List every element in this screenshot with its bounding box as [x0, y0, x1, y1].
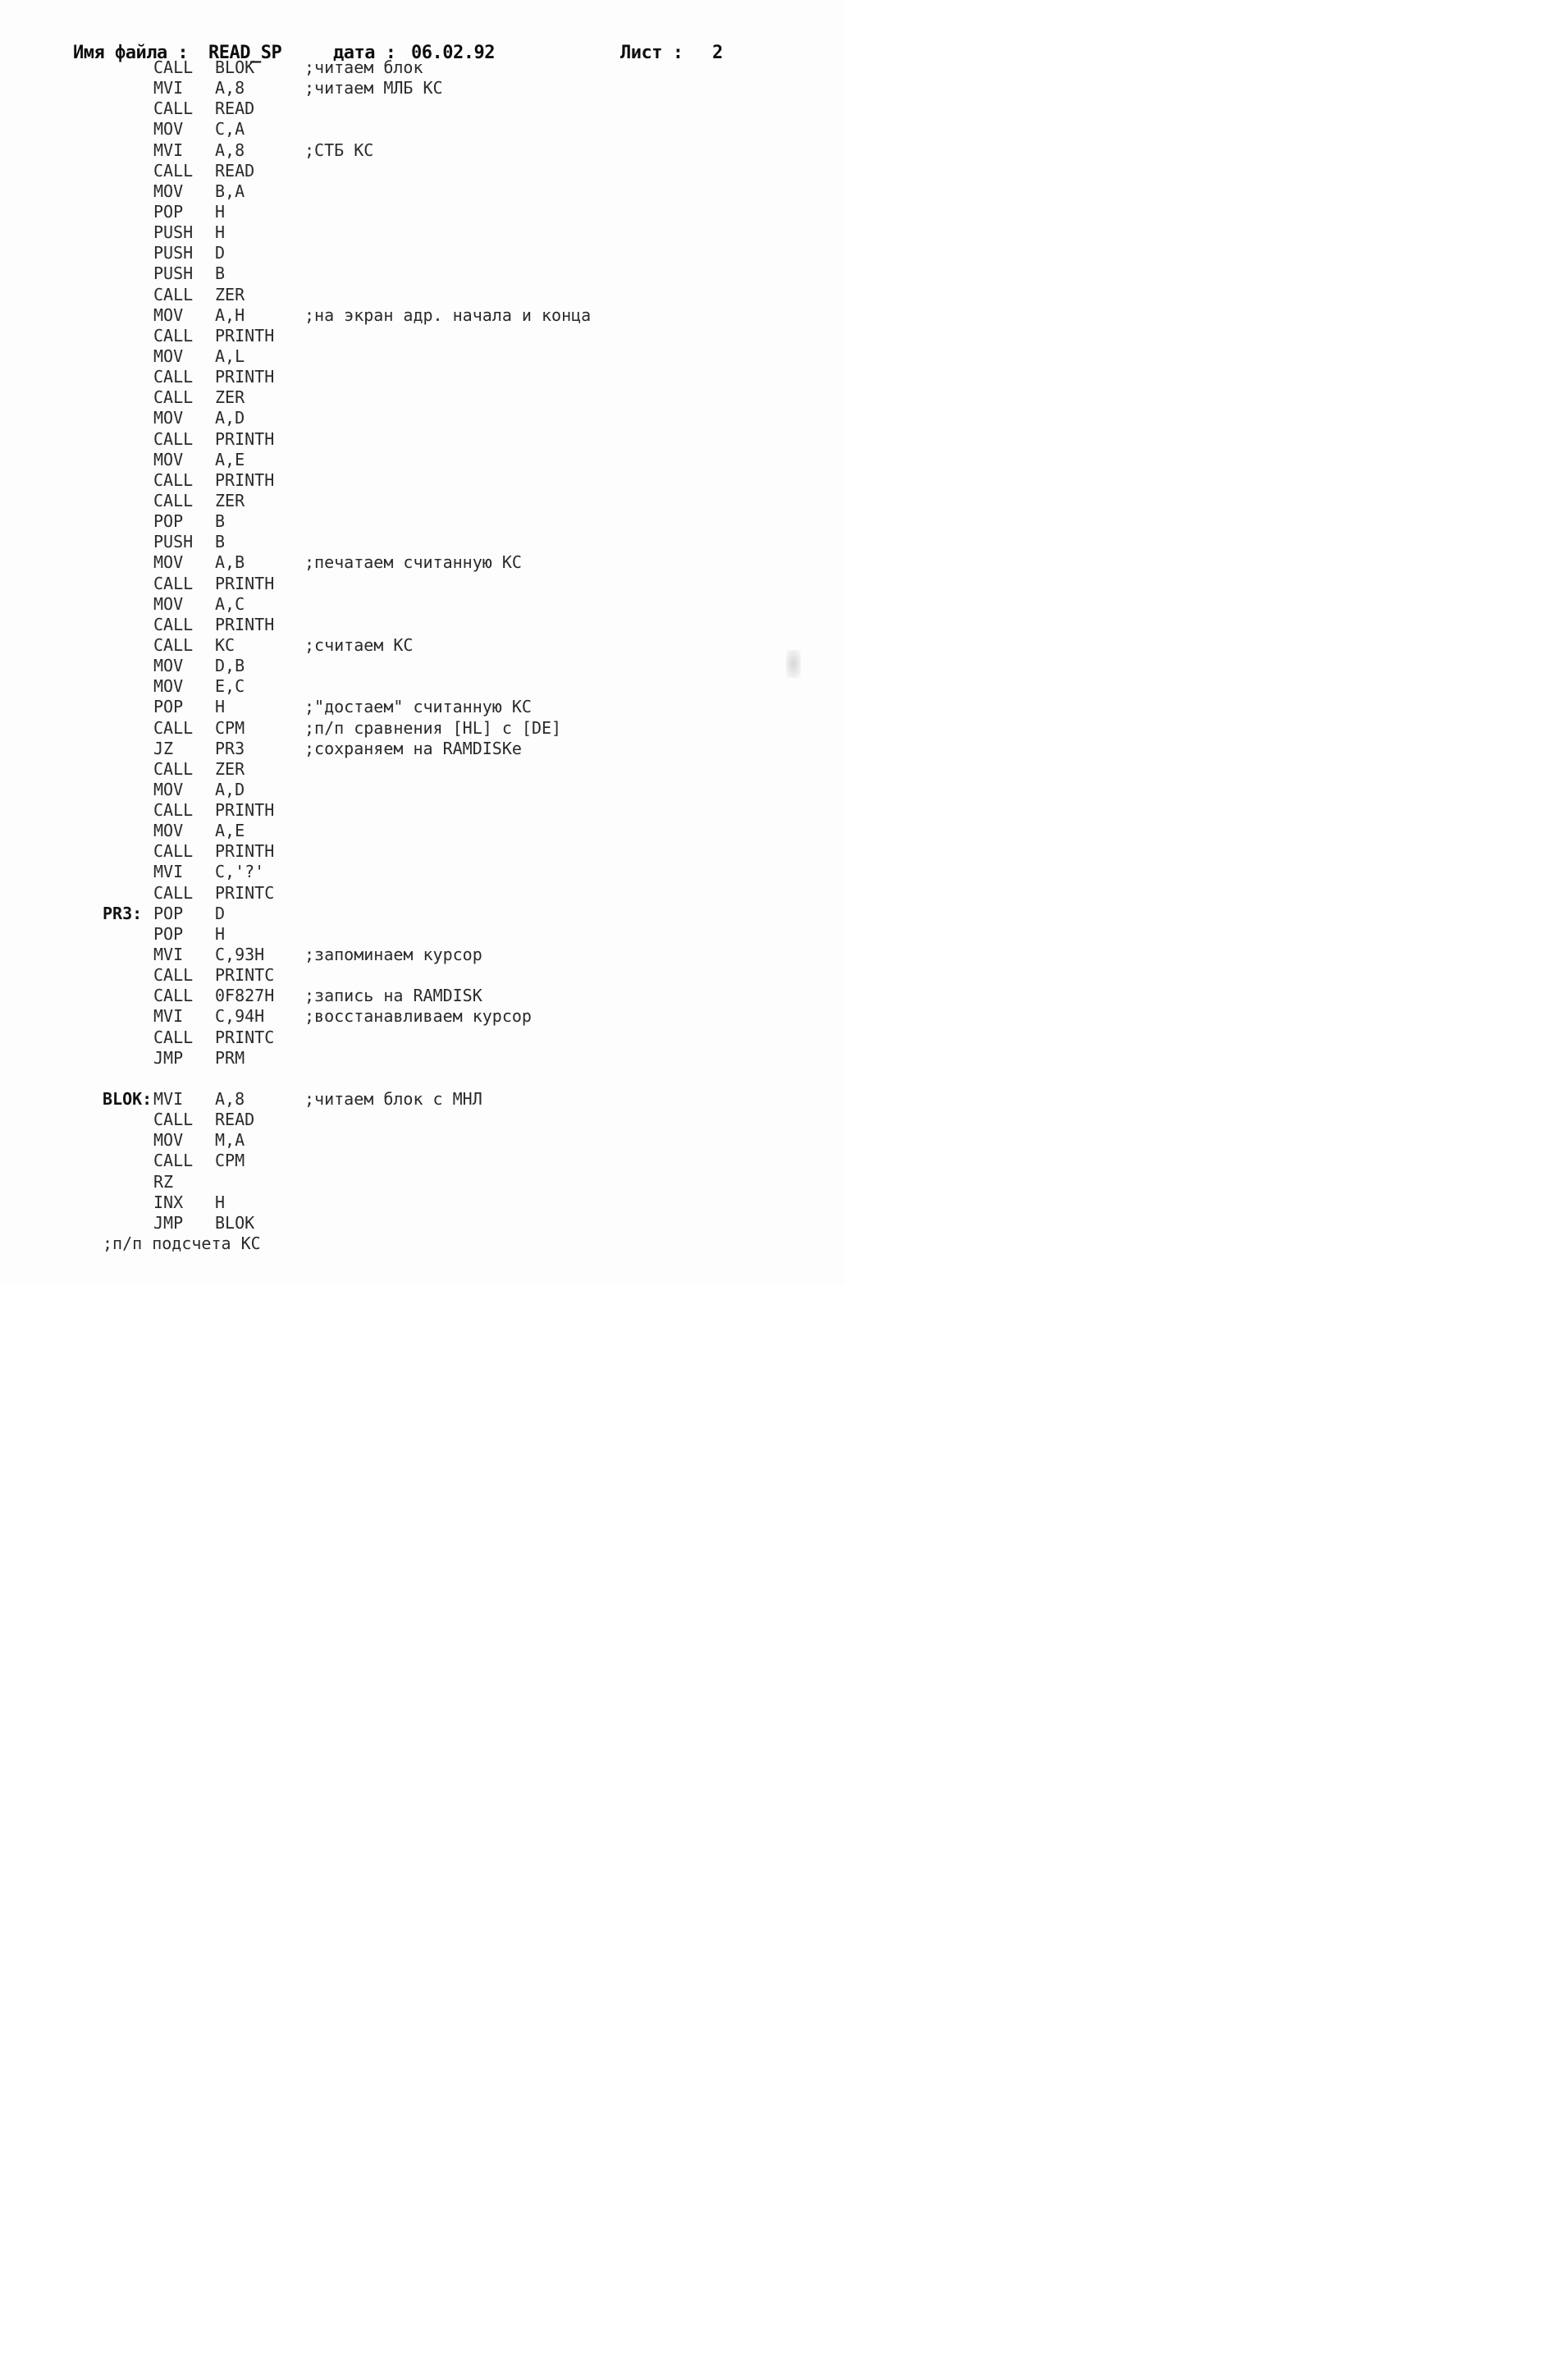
operand: CPM — [215, 717, 245, 738]
code-line — [103, 615, 825, 635]
operand: ZER — [215, 490, 245, 510]
operand: B — [215, 532, 226, 552]
code-listing — [103, 57, 825, 1254]
mnemonic: CALL — [153, 634, 194, 655]
comment: ;читаем МЛБ КС — [304, 78, 443, 98]
code-line — [103, 511, 825, 532]
operand: M,A — [215, 1130, 245, 1151]
mnemonic: CALL — [153, 57, 194, 77]
comment: ;считаем КС — [304, 634, 414, 655]
comment: ;читаем блок с МНЛ — [304, 1089, 482, 1110]
code-line — [103, 924, 825, 945]
operand: A,C — [215, 593, 245, 614]
operand: READ — [215, 98, 255, 119]
operand: D,B — [215, 656, 245, 676]
operand: B,A — [215, 181, 245, 201]
code-line — [103, 1172, 825, 1192]
operand: PR3 — [215, 738, 245, 758]
operand: A,H — [215, 304, 245, 325]
operand: PRINTH — [215, 614, 275, 634]
operand: A,E — [215, 821, 245, 841]
mnemonic: MOV — [153, 593, 184, 614]
code-line — [103, 305, 825, 326]
code-line — [103, 222, 825, 243]
mnemonic: CALL — [153, 614, 194, 634]
comment: ;запись на RAMDISK — [304, 986, 482, 1006]
date-label: дата : — [332, 43, 396, 63]
operand: PRINTH — [215, 367, 275, 387]
code-line — [103, 161, 825, 181]
code-line — [103, 408, 825, 428]
filename-value: READ_SP — [208, 43, 282, 63]
operand: D — [215, 903, 226, 923]
code-line — [103, 387, 825, 408]
operand: D — [215, 243, 226, 263]
mnemonic: POP — [153, 511, 184, 532]
operand: C,94H — [215, 1006, 265, 1027]
sheet-label: Лист : — [619, 43, 683, 63]
code-line — [103, 367, 825, 387]
code-line — [103, 429, 825, 450]
mnemonic: POP — [153, 201, 184, 222]
operand: CPM — [215, 1151, 245, 1171]
operand: C,A — [215, 119, 245, 140]
operand: C,93H — [215, 945, 265, 965]
mnemonic: MVI — [153, 945, 184, 965]
code-line — [103, 470, 825, 491]
operand: A,8 — [215, 1089, 245, 1110]
mnemonic: MOV — [153, 119, 184, 140]
comment: ;читаем блок — [304, 57, 423, 77]
operand: PRINTH — [215, 800, 275, 821]
comment: ;печатаем считанную КС — [304, 552, 522, 573]
mnemonic: JZ — [153, 738, 174, 758]
code-line — [103, 1089, 825, 1110]
operand: A,D — [215, 779, 245, 799]
operand: PRINTH — [215, 428, 275, 449]
mnemonic: MOV — [153, 676, 184, 697]
code-line — [103, 718, 825, 739]
code-line — [103, 202, 825, 222]
operand: B — [215, 263, 226, 284]
code-line — [103, 119, 825, 140]
operand: A,D — [215, 408, 245, 428]
mnemonic: MOV — [153, 181, 184, 201]
operand: H — [215, 222, 226, 243]
mnemonic: MOV — [153, 821, 184, 841]
code-line — [103, 800, 825, 821]
operand: A,E — [215, 449, 245, 469]
operand: PRINTH — [215, 841, 275, 862]
mnemonic: CALL — [153, 160, 194, 181]
operand: H — [215, 201, 226, 222]
code-line — [103, 491, 825, 511]
code-line — [103, 78, 825, 98]
code-line — [103, 263, 825, 284]
mnemonic: MVI — [153, 78, 184, 98]
operand: PRM — [215, 1047, 245, 1068]
code-line — [103, 862, 825, 882]
code-line — [103, 574, 825, 594]
mnemonic: MOV — [153, 408, 184, 428]
operand: H — [215, 1192, 226, 1212]
operand: ZER — [215, 284, 245, 304]
mnemonic: CALL — [153, 573, 194, 593]
operand: A,L — [215, 346, 245, 366]
code-line — [103, 594, 825, 615]
code-line — [103, 635, 825, 656]
code-line — [103, 676, 825, 697]
mnemonic: MOV — [153, 779, 184, 799]
operand: A,B — [215, 552, 245, 573]
operand: BLOK — [215, 1212, 255, 1233]
operand: BLOK — [215, 57, 255, 77]
mnemonic: PUSH — [153, 532, 194, 552]
operand: PRINTC — [215, 965, 275, 986]
operand: ZER — [215, 387, 245, 408]
operand: PRINTH — [215, 469, 275, 490]
mnemonic: MVI — [153, 1006, 184, 1027]
mnemonic: CALL — [153, 986, 194, 1006]
code-line — [103, 1130, 825, 1151]
mnemonic: PUSH — [153, 243, 194, 263]
mnemonic: CALL — [153, 387, 194, 408]
mnemonic: CALL — [153, 284, 194, 304]
code-line — [103, 904, 825, 924]
operand: KC — [215, 634, 235, 655]
page-header — [31, 14, 723, 63]
code-line — [103, 739, 825, 759]
mnemonic: CALL — [153, 1110, 194, 1130]
operand: H — [215, 697, 226, 717]
code-line — [103, 285, 825, 305]
mnemonic: POP — [153, 697, 184, 717]
operand: B — [215, 511, 226, 532]
code-line — [103, 346, 825, 367]
mnemonic: MVI — [153, 862, 184, 882]
code-line — [103, 326, 825, 346]
mnemonic: MOV — [153, 656, 184, 676]
mnemonic: MOV — [153, 346, 184, 366]
operand: READ — [215, 160, 255, 181]
mnemonic: JMP — [153, 1212, 184, 1233]
comment: ;СТБ КС — [304, 140, 374, 160]
code-line — [103, 1192, 825, 1213]
mnemonic: CALL — [153, 490, 194, 510]
mnemonic: CALL — [153, 469, 194, 490]
mnemonic: MOV — [153, 304, 184, 325]
scan-smudge — [786, 650, 801, 678]
operand: PRINTC — [215, 882, 275, 903]
line-label: BLOK: — [103, 1089, 153, 1110]
operand: A,8 — [215, 140, 245, 160]
mnemonic: JMP — [153, 1047, 184, 1068]
mnemonic: PUSH — [153, 263, 194, 284]
mnemonic: MOV — [153, 449, 184, 469]
code-line — [103, 759, 825, 780]
mnemonic: POP — [153, 923, 184, 944]
comment-line: ;п/п подсчета КС — [103, 1233, 261, 1254]
mnemonic: CALL — [153, 800, 194, 821]
filename-label: Имя файла : — [72, 43, 189, 63]
code-line — [103, 57, 825, 78]
operand: PRINTH — [215, 573, 275, 593]
code-line — [103, 1110, 825, 1130]
mnemonic: MOV — [153, 1130, 184, 1151]
code-line — [103, 656, 825, 676]
mnemonic: CALL — [153, 98, 194, 119]
comment: ;"достаем" считанную КС — [304, 697, 532, 717]
mnemonic: CALL — [153, 882, 194, 903]
code-line — [103, 532, 825, 552]
mnemonic: CALL — [153, 367, 194, 387]
date-value: 06.02.92 — [410, 43, 495, 63]
mnemonic: RZ — [153, 1171, 174, 1192]
operand: E,C — [215, 676, 245, 697]
operand: ZER — [215, 758, 245, 779]
operand: PRINTH — [215, 325, 275, 346]
sheet-value: 2 — [711, 43, 723, 63]
code-line — [103, 552, 825, 573]
mnemonic: CALL — [153, 965, 194, 986]
mnemonic: CALL — [153, 717, 194, 738]
listing-page — [0, 0, 844, 1284]
mnemonic: PUSH — [153, 222, 194, 243]
mnemonic: CALL — [153, 428, 194, 449]
operand: H — [215, 923, 226, 944]
operand: PRINTC — [215, 1027, 275, 1047]
code-line — [103, 243, 825, 263]
mnemonic: CALL — [153, 1027, 194, 1047]
code-line — [103, 98, 825, 119]
operand: C,'?' — [215, 862, 265, 882]
mnemonic: CALL — [153, 758, 194, 779]
code-line — [103, 780, 825, 800]
code-line — [103, 1006, 825, 1027]
code-line — [103, 883, 825, 904]
mnemonic: MVI — [153, 1089, 184, 1110]
mnemonic: CALL — [153, 841, 194, 862]
mnemonic: CALL — [153, 1151, 194, 1171]
code-line — [103, 1069, 825, 1089]
comment: ;на экран адр. начала и конца — [304, 304, 592, 325]
mnemonic: POP — [153, 903, 184, 923]
code-line — [103, 1048, 825, 1069]
code-line — [103, 181, 825, 202]
mnemonic: MVI — [153, 140, 184, 160]
code-line — [103, 1233, 825, 1254]
mnemonic: INX — [153, 1192, 184, 1212]
code-line — [103, 697, 825, 717]
code-line — [103, 821, 825, 841]
code-line — [103, 140, 825, 161]
code-line — [103, 1151, 825, 1171]
operand: A,8 — [215, 78, 245, 98]
comment: ;п/п сравнения [HL] с [DE] — [304, 717, 562, 738]
code-line — [103, 1028, 825, 1048]
code-line — [103, 1213, 825, 1233]
line-label: PR3: — [103, 903, 143, 923]
code-line — [103, 965, 825, 986]
code-line — [103, 945, 825, 965]
comment: ;восстанавливаем курсор — [304, 1006, 532, 1027]
operand: READ — [215, 1110, 255, 1130]
code-line — [103, 841, 825, 862]
comment: ;сохраняем на RAMDISKе — [304, 738, 522, 758]
code-line — [103, 986, 825, 1006]
operand: 0F827H — [215, 986, 275, 1006]
code-line — [103, 450, 825, 470]
mnemonic: MOV — [153, 552, 184, 573]
mnemonic: CALL — [153, 325, 194, 346]
comment: ;запоминаем курсор — [304, 945, 482, 965]
